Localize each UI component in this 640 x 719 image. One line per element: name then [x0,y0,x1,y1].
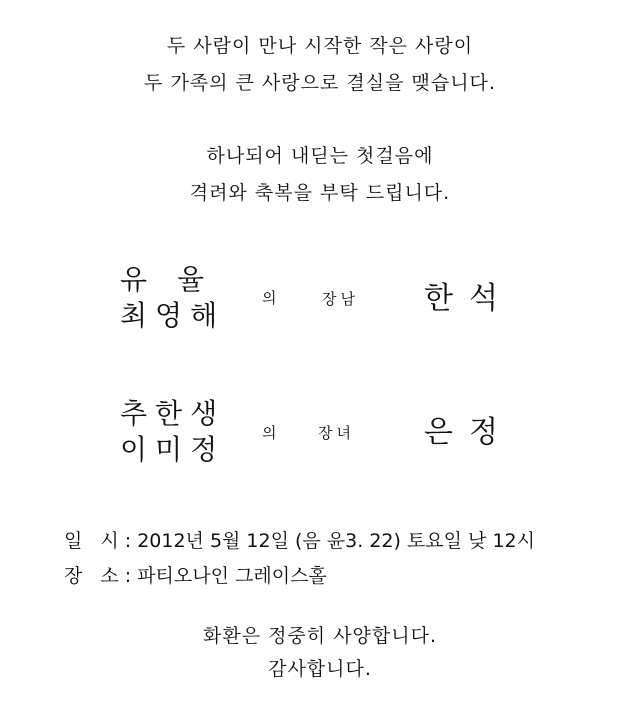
intro-line-2: 두 가족의 큰 사랑으로 결실을 맺습니다. [144,72,496,94]
groom-father-name: 유율 [120,263,235,296]
closing-line-1: 화환은 정중히 사양합니다. [202,625,437,647]
bride-father-name: 추한생 [120,397,226,430]
closing-line-2: 감사합니다. [268,658,372,680]
bride-mother-name: 이미정 [120,433,226,466]
groom-particle: 의 [262,289,277,307]
bride-parents [120,396,225,468]
bride-name: 은정 [424,415,514,450]
intro-line-1: 두 사람이 만나 시작한 작은 사랑이 [166,35,474,57]
place-value: : 파티오나인 그레이스홀 [124,565,327,587]
groom-name: 한석 [424,281,514,316]
groom-relation: 장남 [322,290,359,308]
groom-mother-name: 최영해 [120,299,226,332]
groom-parents [120,262,234,334]
intro-line-4: 격려와 축복을 부탁 드립니다. [189,182,451,204]
place-label: 장 소 [64,565,125,587]
time-value: : 2012년 5월 12일 (음 윤3. 22) 토요일 낮 12시 [124,530,535,552]
bride-relation: 장녀 [318,424,355,442]
bride-particle: 의 [262,424,277,442]
place-row [64,564,327,588]
time-row [64,529,535,553]
intro-line-3: 하나되어 내딛는 첫걸음에 [206,145,434,167]
time-label: 일 시 [64,530,125,552]
